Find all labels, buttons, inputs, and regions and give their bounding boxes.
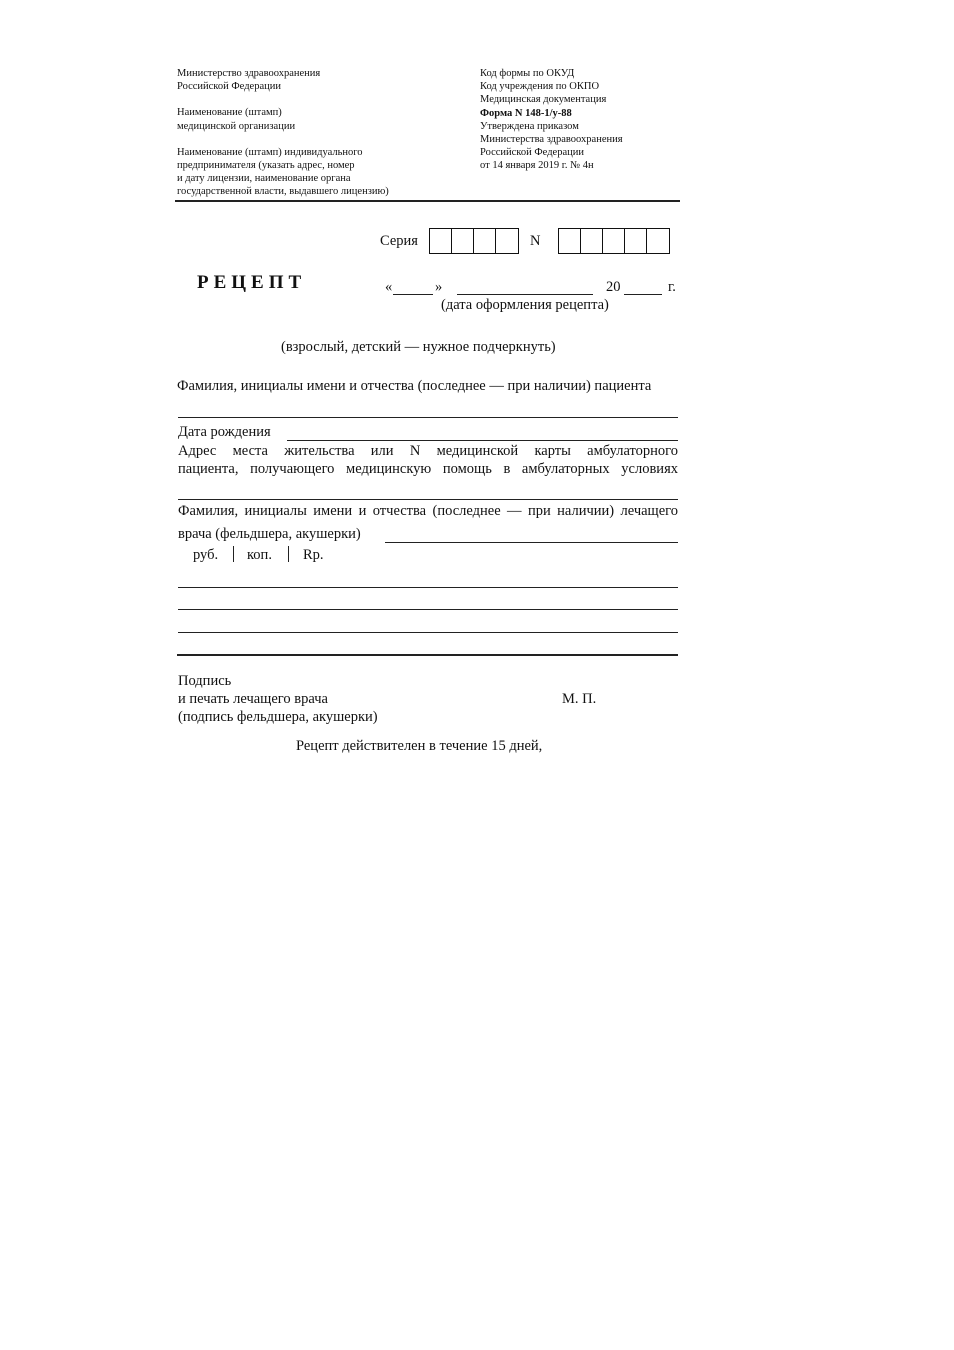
prescription-title: РЕЦЕПТ bbox=[197, 272, 307, 293]
kop-label: коп. bbox=[247, 547, 272, 563]
ministry-line: Российской Федерации bbox=[177, 81, 281, 93]
price-divider bbox=[288, 546, 289, 562]
ip-stamp-line: государственной власти, выдавшего лицензию) bbox=[177, 186, 389, 198]
year-field[interactable] bbox=[624, 294, 662, 295]
signature-label: Подпись bbox=[178, 673, 232, 689]
okud-code-label: Код формы по ОКУД bbox=[480, 68, 575, 79]
date-close-quote: » bbox=[435, 279, 443, 295]
year-suffix: г. bbox=[668, 279, 676, 295]
header-left bbox=[177, 67, 389, 199]
approved-ministry: Министерства здравоохранения bbox=[480, 134, 623, 146]
validity-note: Рецепт действителен в течение 15 дней, bbox=[296, 738, 543, 754]
approved-by: Утверждена приказом bbox=[480, 120, 579, 132]
rp-line[interactable] bbox=[178, 609, 678, 610]
doctor-name-field[interactable] bbox=[385, 542, 678, 543]
org-stamp-line: Наименование (штамп) bbox=[177, 107, 282, 119]
doctor-label-line2: врача (фельдшера, акушерки) bbox=[178, 526, 361, 542]
signature-label: и печать лечащего врача bbox=[178, 691, 328, 707]
date-open-quote: « bbox=[385, 279, 393, 295]
birth-date-field[interactable] bbox=[287, 440, 678, 441]
org-stamp-line: медицинской организации bbox=[177, 120, 296, 132]
rp-line[interactable] bbox=[178, 632, 678, 633]
ministry-line: Министерство здравоохранения bbox=[177, 68, 321, 79]
doctor-label-line1: Фамилия, инициалы имени и отчества (последнее — при наличии) лечащего bbox=[178, 503, 678, 519]
address-label-line2: пациента, получающего медицинскую помощь в амбулаторных условиях bbox=[178, 461, 678, 477]
date-caption: (дата оформления рецепта) bbox=[441, 297, 609, 313]
ip-stamp-line: предпринимателя (указать адрес, номер bbox=[177, 160, 355, 172]
rp-label: Rp. bbox=[303, 547, 324, 563]
header-divider bbox=[175, 200, 680, 202]
price-divider bbox=[233, 546, 234, 562]
day-field[interactable] bbox=[393, 294, 433, 295]
rub-label: руб. bbox=[193, 547, 219, 563]
address-label-line1: Адрес места жительства или N медицинской карты амбулаторного bbox=[178, 443, 678, 459]
year-prefix: 20 bbox=[606, 279, 621, 295]
approved-ministry: Российской Федерации bbox=[480, 147, 584, 159]
rp-end-line bbox=[177, 654, 678, 656]
ip-stamp-line: Наименование (штамп) индивидуального bbox=[177, 146, 363, 158]
header-right bbox=[480, 67, 623, 173]
doc-type-label: Медицинская документация bbox=[480, 94, 607, 106]
signature-label: (подпись фельдшера, акушерки) bbox=[178, 709, 378, 725]
number-boxes[interactable] bbox=[558, 228, 670, 254]
form-number: Форма N 148-1/у-88 bbox=[480, 107, 572, 119]
ip-stamp-line: и дату лицензии, наименование органа bbox=[177, 173, 351, 185]
series-label: Серия bbox=[380, 233, 418, 249]
stamp-place-label: М. П. bbox=[562, 691, 597, 707]
patient-name-label: Фамилия, инициалы имени и отчества (последнее — при наличии) пациента bbox=[177, 378, 652, 394]
patient-type: (взрослый, детский — нужное подчеркнуть) bbox=[281, 339, 556, 355]
okpo-code-label: Код учреждения по ОКПО bbox=[480, 81, 600, 93]
series-boxes[interactable] bbox=[429, 228, 519, 254]
patient-name-field[interactable] bbox=[178, 417, 678, 418]
month-field[interactable] bbox=[457, 294, 593, 295]
birth-date-label: Дата рождения bbox=[178, 424, 271, 440]
rp-line[interactable] bbox=[178, 587, 678, 588]
number-label: N bbox=[530, 233, 541, 249]
order-date: от 14 января 2019 г. № 4н bbox=[480, 160, 594, 172]
address-field[interactable] bbox=[178, 499, 678, 500]
